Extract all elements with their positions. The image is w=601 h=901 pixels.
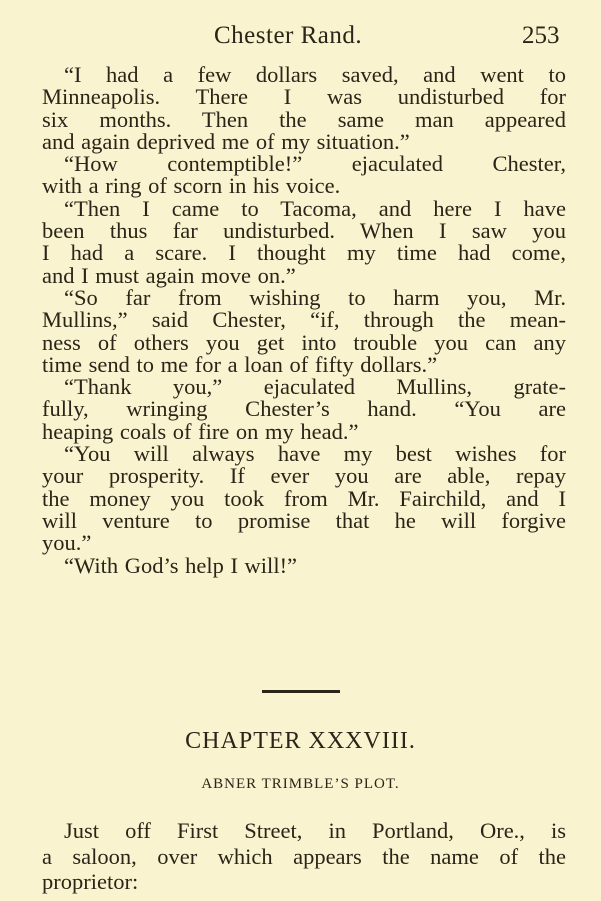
text-line: Minneapolis. There I was undisturbed for — [42, 84, 566, 110]
text-line: Just off First Street, in Portland, Ore., is — [64, 818, 566, 843]
text-line: “So far from wishing to harm you, Mr. — [64, 284, 566, 310]
text-line: Mullins,” said Chester, “if, through the mean- — [42, 307, 566, 333]
text-line: the money you took from Mr. Fairchild, and I — [42, 485, 566, 511]
text-line: “Thank you,” ejaculated Mullins, grate- — [64, 374, 566, 400]
section-divider — [262, 690, 340, 693]
text-line: fully, wringing Chester’s hand. “You are — [42, 396, 566, 422]
text-line: “You will always have my best wishes for — [64, 441, 566, 467]
text-line: a saloon, over which appears the name of the — [42, 843, 566, 869]
text-line: “With God’s help I will!” — [64, 552, 298, 578]
running-head — [0, 22, 601, 56]
text-line: I had a scare. I thought my time had come, — [42, 240, 566, 266]
text-line: “I had a few dollars saved, and went to — [64, 62, 566, 87]
text-line: you.” — [42, 530, 92, 556]
text-line: heaping coals of fire on my head.” — [42, 418, 359, 444]
text-line: with a ring of scorn in his voice. — [42, 173, 341, 199]
text-line: proprietor: — [42, 869, 139, 894]
text-line: “How contemptible!” ejaculated Chester, — [64, 151, 566, 177]
text-line: and I must again move on.” — [42, 262, 296, 288]
chapter-body — [42, 818, 566, 895]
text-line: time send to me for a loan of fifty dollars.” — [42, 351, 438, 377]
text-line: six months. Then the same man appeared — [42, 106, 566, 132]
text-line: will venture to promise that he will forgive — [42, 507, 566, 533]
text-line: been thus far undisturbed. When I saw you — [42, 218, 566, 244]
text-line: “Then I came to Tacoma, and here I have — [64, 195, 566, 221]
chapter-subtitle: ABNER TRIMBLE’S PLOT. — [201, 776, 400, 792]
chapter-heading: CHAPTER XXXVIII. — [185, 728, 416, 754]
body-text — [42, 64, 566, 577]
text-line: ness of others you get into trouble you can any — [42, 329, 566, 355]
page-number: 253 — [522, 22, 560, 49]
text-line: your prosperity. If ever you are able, repay — [42, 463, 566, 489]
text-line: and again deprived me of my situation.” — [42, 128, 410, 154]
running-title: Chester Rand. — [214, 22, 363, 49]
